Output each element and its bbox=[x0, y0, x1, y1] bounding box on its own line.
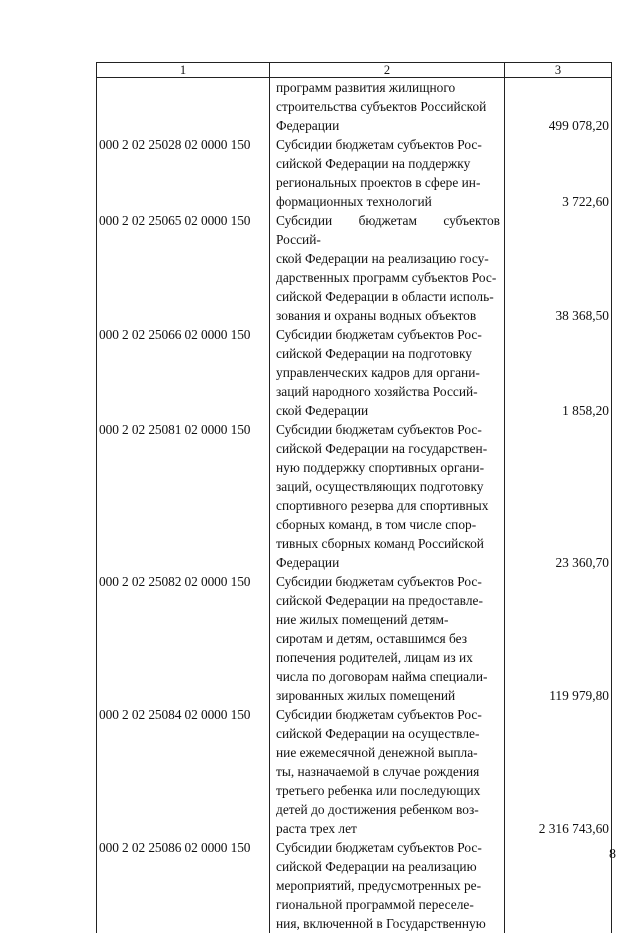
description-line: ние ежемесячной денежной выпла- bbox=[276, 743, 500, 762]
table-row bbox=[97, 78, 612, 136]
description-line: Федерации bbox=[276, 116, 500, 135]
budget-code-cell: 000 2 02 25082 02 0000 150 bbox=[97, 572, 270, 705]
description-cell bbox=[270, 325, 505, 420]
description-line: зированных жилых помещений bbox=[276, 686, 500, 705]
description-line: Субсидии бюджетам субъектов Рос- bbox=[276, 705, 500, 724]
description-cell bbox=[270, 211, 505, 325]
description-line: Субсидии бюджетам субъектов Рос- bbox=[276, 838, 500, 857]
description-line: дарственных программ субъектов Рос- bbox=[276, 268, 500, 287]
budget-code-cell: 000 2 02 25066 02 0000 150 bbox=[97, 325, 270, 420]
table-row bbox=[97, 420, 612, 572]
amount-cell: 23 360,70 bbox=[505, 420, 612, 572]
description-line: ную поддержку спортивных органи- bbox=[276, 458, 500, 477]
description-line: числа по договорам найма специали- bbox=[276, 667, 500, 686]
budget-table bbox=[96, 62, 612, 933]
description-line: детей до достижения ребенком воз- bbox=[276, 800, 500, 819]
description-line: Субсидии бюджетам субъектов Россий- bbox=[276, 211, 500, 249]
description-line: тивных сборных команд Российской bbox=[276, 534, 500, 553]
budget-code-cell: 000 2 02 25086 02 0000 150 bbox=[97, 838, 270, 933]
amount-cell: 2 316 743,60 bbox=[505, 705, 612, 838]
description-cell bbox=[270, 135, 505, 211]
column-header-code: 1 bbox=[97, 63, 270, 78]
description-line: сийской Федерации на подготовку bbox=[276, 344, 500, 363]
budget-code-cell bbox=[97, 78, 270, 136]
description-line: сиротам и детям, оставшимся без bbox=[276, 629, 500, 648]
column-header-amount: 3 bbox=[505, 63, 612, 78]
amount-cell: 1 858,20 bbox=[505, 325, 612, 420]
description-cell bbox=[270, 572, 505, 705]
description-line: Федерации bbox=[276, 553, 500, 572]
description-cell bbox=[270, 78, 505, 136]
description-line: гиональной программой переселе- bbox=[276, 895, 500, 914]
description-line: Субсидии бюджетам субъектов Рос- bbox=[276, 135, 500, 154]
description-line: заций народного хозяйства Россий- bbox=[276, 382, 500, 401]
description-line: ния, включенной в Государственную bbox=[276, 914, 500, 933]
amount-cell: 38 368,50 bbox=[505, 211, 612, 325]
description-line: сийской Федерации на государствен- bbox=[276, 439, 500, 458]
description-line: Субсидии бюджетам субъектов Рос- bbox=[276, 325, 500, 344]
description-line: Субсидии бюджетам субъектов Рос- bbox=[276, 572, 500, 591]
description-line: сийской Федерации в области исполь- bbox=[276, 287, 500, 306]
amount-cell: 499 078,20 bbox=[505, 78, 612, 136]
description-line: ской Федерации bbox=[276, 401, 500, 420]
budget-code-cell: 000 2 02 25084 02 0000 150 bbox=[97, 705, 270, 838]
header-row bbox=[97, 63, 612, 78]
description-line: сборных команд, в том числе спор- bbox=[276, 515, 500, 534]
budget-code-cell: 000 2 02 25028 02 0000 150 bbox=[97, 135, 270, 211]
description-line: строительства субъектов Российской bbox=[276, 97, 500, 116]
table-body bbox=[97, 78, 612, 933]
table-row bbox=[97, 572, 612, 705]
description-line: Субсидии бюджетам субъектов Рос- bbox=[276, 420, 500, 439]
description-line: формационных технологий bbox=[276, 192, 500, 211]
amount-cell: 119 979,80 bbox=[505, 572, 612, 705]
table-row bbox=[97, 705, 612, 838]
description-line: программ развития жилищного bbox=[276, 78, 500, 97]
table-row bbox=[97, 838, 612, 933]
amount-cell: 3 722,60 bbox=[505, 135, 612, 211]
description-line: раста трех лет bbox=[276, 819, 500, 838]
page-number: 8 bbox=[609, 847, 616, 863]
description-line: сийской Федерации на осуществле- bbox=[276, 724, 500, 743]
description-line: ской Федерации на реализацию госу- bbox=[276, 249, 500, 268]
description-line: попечения родителей, лицам из их bbox=[276, 648, 500, 667]
table-row bbox=[97, 135, 612, 211]
description-line: сийской Федерации на реализацию bbox=[276, 857, 500, 876]
description-line: зования и охраны водных объектов bbox=[276, 306, 500, 325]
budget-code-cell: 000 2 02 25081 02 0000 150 bbox=[97, 420, 270, 572]
description-line: региональных проектов в сфере ин- bbox=[276, 173, 500, 192]
description-cell bbox=[270, 838, 505, 933]
description-line: мероприятий, предусмотренных ре- bbox=[276, 876, 500, 895]
column-header-description: 2 bbox=[270, 63, 505, 78]
description-line: спортивного резерва для спортивных bbox=[276, 496, 500, 515]
description-line: ты, назначаемой в случае рождения bbox=[276, 762, 500, 781]
description-cell bbox=[270, 705, 505, 838]
table-row bbox=[97, 211, 612, 325]
amount-cell bbox=[505, 838, 612, 933]
budget-code-cell: 000 2 02 25065 02 0000 150 bbox=[97, 211, 270, 325]
description-line: сийской Федерации на предоставле- bbox=[276, 591, 500, 610]
description-line: ние жилых помещений детям- bbox=[276, 610, 500, 629]
table-header bbox=[97, 63, 612, 78]
description-line: управленческих кадров для органи- bbox=[276, 363, 500, 382]
description-cell bbox=[270, 420, 505, 572]
description-line: сийской Федерации на поддержку bbox=[276, 154, 500, 173]
description-line: заций, осуществляющих подготовку bbox=[276, 477, 500, 496]
description-line: третьего ребенка или последующих bbox=[276, 781, 500, 800]
table-row bbox=[97, 325, 612, 420]
